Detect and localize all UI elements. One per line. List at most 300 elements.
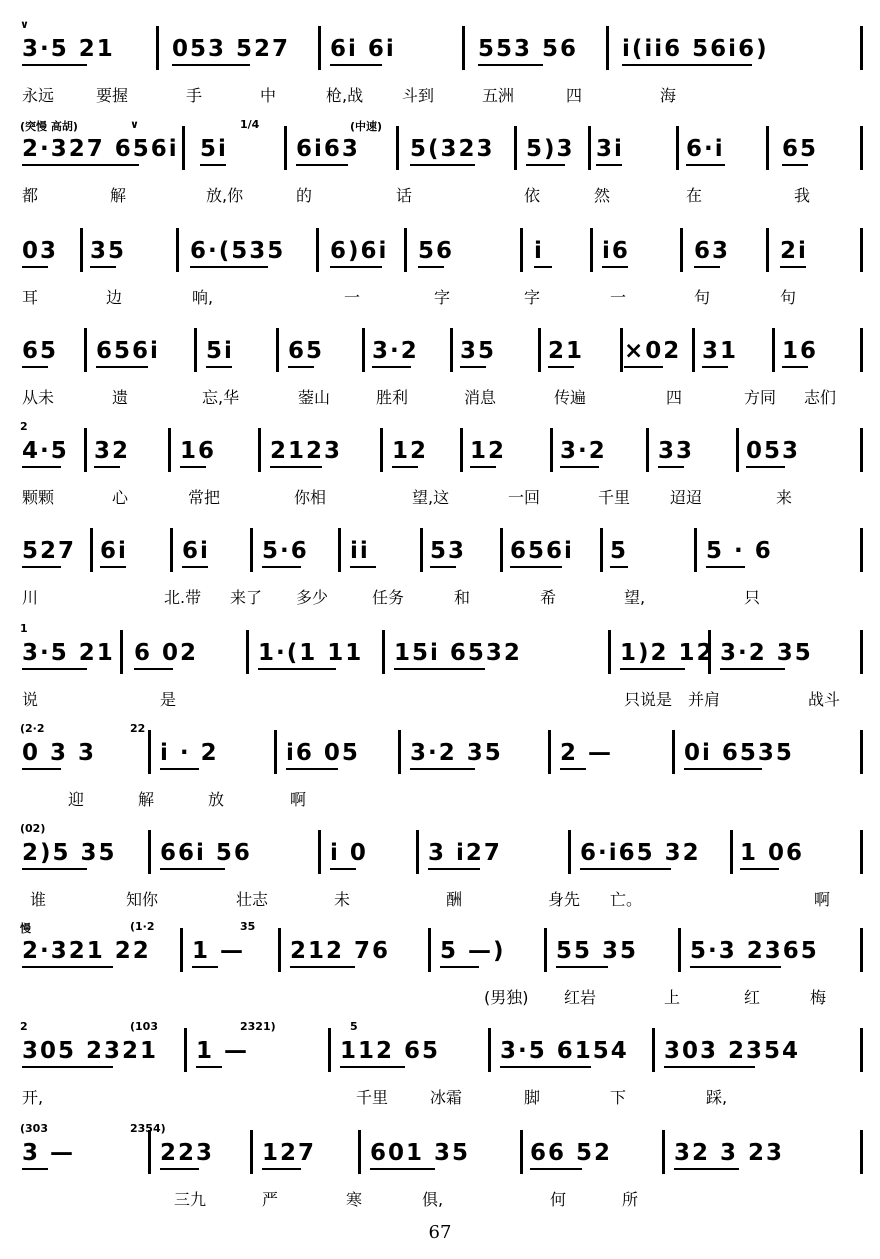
lyric-syllable: 壮志 xyxy=(236,890,269,909)
lyric-syllable: 红岩 xyxy=(564,988,597,1007)
beam-underline xyxy=(560,466,599,468)
barline xyxy=(184,1028,187,1072)
barline xyxy=(416,830,419,874)
lyric-syllable: 五洲 xyxy=(482,86,515,105)
score-annotation: 2 xyxy=(20,420,28,433)
measure-notes: 12 xyxy=(470,438,507,464)
barline xyxy=(460,428,463,472)
lyric-syllable: 开, xyxy=(22,1088,44,1107)
barline xyxy=(652,1028,655,1072)
barline xyxy=(662,1130,665,1174)
lyric-syllable: 啊 xyxy=(814,890,831,909)
measure-notes: 55 35 xyxy=(556,938,639,964)
lyric-syllable: 脚 xyxy=(524,1088,541,1107)
barline xyxy=(148,730,151,774)
barline xyxy=(316,228,319,272)
barline xyxy=(250,528,253,572)
beam-underline xyxy=(694,266,720,268)
score-annotation: 5 xyxy=(350,1020,358,1033)
measure-notes: 527 xyxy=(22,538,77,564)
lyric-syllable: 蓥山 xyxy=(298,388,331,407)
beam-underline xyxy=(430,566,456,568)
beam-underline xyxy=(96,366,148,368)
beam-underline xyxy=(290,966,355,968)
measure-notes: 53 xyxy=(430,538,467,564)
barline xyxy=(84,328,87,372)
lyric-syllable: 解 xyxy=(138,790,155,809)
beam-underline xyxy=(410,768,475,770)
barline xyxy=(538,328,541,372)
measure-notes: 601 35 xyxy=(370,1140,471,1166)
lyric-syllable: 并肩 xyxy=(688,690,721,709)
beam-underline xyxy=(172,64,250,66)
lyric-syllable: 北.带 xyxy=(164,588,202,607)
lyric-syllable: 望, xyxy=(624,588,646,607)
beam-underline xyxy=(134,668,173,670)
barline xyxy=(80,228,83,272)
lyric-syllable: 只说是 xyxy=(624,690,673,709)
measure-notes: 66i 56 xyxy=(160,840,252,866)
lyric-syllable: 永远 xyxy=(22,86,55,105)
measure-notes: 6·(535 xyxy=(190,238,286,264)
measure-notes: 33 xyxy=(658,438,695,464)
barline xyxy=(520,228,523,272)
beam-underline xyxy=(392,466,418,468)
measure-notes: 6i63 xyxy=(296,136,360,162)
measure-notes: ii xyxy=(350,538,370,564)
measure-notes: 1 — xyxy=(192,938,246,964)
lyric-syllable: 战斗 xyxy=(808,690,841,709)
beam-underline xyxy=(288,366,314,368)
beam-underline xyxy=(296,164,348,166)
barline xyxy=(860,1028,863,1072)
measure-notes: 656i xyxy=(510,538,574,564)
beam-underline xyxy=(460,366,486,368)
score-system xyxy=(0,320,880,420)
measure-notes: 15i 6532 xyxy=(394,640,522,666)
barline xyxy=(550,428,553,472)
barline xyxy=(148,1130,151,1174)
barline xyxy=(358,1130,361,1174)
measure-notes: 223 xyxy=(160,1140,215,1166)
beam-underline xyxy=(200,164,226,166)
lyric-syllable: 身先 xyxy=(548,890,581,909)
beam-underline xyxy=(22,366,48,368)
measure-notes: 3 — xyxy=(22,1140,76,1166)
barline xyxy=(500,528,503,572)
measure-notes: 6i xyxy=(182,538,210,564)
beam-underline xyxy=(706,566,745,568)
beam-underline xyxy=(270,466,322,468)
beam-underline xyxy=(262,566,301,568)
beam-underline xyxy=(372,366,411,368)
lyric-syllable: 上 xyxy=(664,988,681,1007)
score-annotation: 22 xyxy=(130,722,146,735)
beam-underline xyxy=(428,868,480,870)
beam-underline xyxy=(556,966,608,968)
measure-notes: 2·327 656i xyxy=(22,136,179,162)
score-annotation: (02) xyxy=(20,822,46,835)
lyric-syllable: 知你 xyxy=(126,890,159,909)
beam-underline xyxy=(94,466,120,468)
barline xyxy=(488,1028,491,1072)
barline xyxy=(860,328,863,372)
barline xyxy=(646,428,649,472)
barline xyxy=(258,428,261,472)
barline xyxy=(156,26,159,70)
measure-notes: i 0 xyxy=(330,840,368,866)
barline xyxy=(276,328,279,372)
barline xyxy=(860,830,863,874)
lyric-syllable: 忘,华 xyxy=(202,388,240,407)
measure-notes: 5)3 xyxy=(526,136,575,162)
lyric-syllable: 和 xyxy=(454,588,471,607)
barline xyxy=(736,428,739,472)
beam-underline xyxy=(470,466,496,468)
lyric-syllable: 的 xyxy=(296,186,313,205)
lyric-syllable: 常把 xyxy=(188,488,221,507)
beam-underline xyxy=(690,966,781,968)
measure-notes: 5·6 xyxy=(262,538,309,564)
barline xyxy=(90,528,93,572)
measure-notes: 053 xyxy=(746,438,801,464)
measure-notes: 5 —) xyxy=(440,938,506,964)
barline xyxy=(860,26,863,70)
beam-underline xyxy=(658,466,684,468)
score-system xyxy=(0,220,880,320)
measure-notes: 03 xyxy=(22,238,59,264)
barline xyxy=(548,730,551,774)
score-annotation: ∨ xyxy=(130,118,139,131)
beam-underline xyxy=(664,1066,755,1068)
beam-underline xyxy=(330,266,382,268)
barline xyxy=(404,228,407,272)
barline xyxy=(568,830,571,874)
barline xyxy=(608,630,611,674)
lyric-syllable: 任务 xyxy=(372,588,405,607)
measure-notes: 2123 xyxy=(270,438,343,464)
lyric-syllable: 要握 xyxy=(96,86,129,105)
measure-notes: i6 xyxy=(602,238,630,264)
barline xyxy=(170,528,173,572)
lyric-syllable: (男独) xyxy=(484,988,529,1007)
lyric-syllable: 胜利 xyxy=(376,388,409,407)
lyric-syllable: 颗颗 xyxy=(22,488,55,507)
lyric-syllable: 踩, xyxy=(706,1088,728,1107)
lyric-syllable: 所 xyxy=(622,1190,639,1209)
beam-underline xyxy=(22,1066,113,1068)
measure-notes: 303 2354 xyxy=(664,1038,801,1064)
measure-notes: 21 xyxy=(548,338,585,364)
lyric-syllable: 谁 xyxy=(30,890,47,909)
barline xyxy=(396,126,399,170)
lyric-syllable: 千里 xyxy=(598,488,631,507)
beam-underline xyxy=(500,1066,591,1068)
lyric-syllable: 迎 xyxy=(68,790,85,809)
measure-notes: 3·2 xyxy=(560,438,607,464)
lyric-syllable: 你相 xyxy=(294,488,327,507)
beam-underline xyxy=(370,1168,435,1170)
measure-notes: 6)6i xyxy=(330,238,389,264)
measure-notes: 5 xyxy=(610,538,629,564)
barline xyxy=(860,428,863,472)
measure-notes: 65 xyxy=(288,338,325,364)
measure-notes: 305 2321 xyxy=(22,1038,159,1064)
barline xyxy=(168,428,171,472)
beam-underline xyxy=(22,768,61,770)
beam-underline xyxy=(22,64,87,66)
lyric-syllable: 只 xyxy=(744,588,761,607)
barline xyxy=(680,228,683,272)
beam-underline xyxy=(596,164,622,166)
lyric-syllable: 三九 xyxy=(174,1190,207,1209)
lyric-syllable: 冰霜 xyxy=(430,1088,463,1107)
barline xyxy=(672,730,675,774)
measure-notes: 56 xyxy=(418,238,455,264)
lyric-syllable: 解 xyxy=(110,186,127,205)
score-annotation: ∨ xyxy=(20,18,29,31)
lyric-syllable: 放,你 xyxy=(206,186,244,205)
lyric-syllable: 都 xyxy=(22,186,39,205)
measure-notes: 32 3 23 xyxy=(674,1140,785,1166)
beam-underline xyxy=(160,1168,199,1170)
barline xyxy=(766,228,769,272)
measure-notes: 1 — xyxy=(196,1038,250,1064)
barline xyxy=(772,328,775,372)
lyric-syllable: 传遍 xyxy=(554,388,587,407)
score-annotation: 1 xyxy=(20,622,28,635)
lyric-syllable: 迢迢 xyxy=(670,488,703,507)
score-system xyxy=(0,822,880,922)
measure-notes: 3i xyxy=(596,136,624,162)
lyric-syllable: 方同 xyxy=(744,388,777,407)
measure-notes: 31 xyxy=(702,338,739,364)
beam-underline xyxy=(624,366,663,368)
barline xyxy=(520,1130,523,1174)
lyric-syllable: 是 xyxy=(160,690,177,709)
score-system xyxy=(0,18,880,118)
beam-underline xyxy=(206,366,232,368)
barline xyxy=(606,26,609,70)
barline xyxy=(694,528,697,572)
beam-underline xyxy=(684,768,762,770)
beam-underline xyxy=(622,64,752,66)
measure-notes: 32 xyxy=(94,438,131,464)
measure-notes: 2i xyxy=(780,238,808,264)
lyric-syllable: 四 xyxy=(666,388,683,407)
beam-underline xyxy=(22,266,48,268)
lyric-syllable: 响, xyxy=(192,288,214,307)
beam-underline xyxy=(580,868,671,870)
measure-notes: 6·i xyxy=(686,136,725,162)
lyric-syllable: 遗 xyxy=(112,388,129,407)
beam-underline xyxy=(418,266,444,268)
barline xyxy=(860,730,863,774)
lyric-syllable: 酬 xyxy=(446,890,463,909)
beam-underline xyxy=(22,868,87,870)
barline xyxy=(382,630,385,674)
score-system xyxy=(0,1122,880,1222)
measure-notes: 553 56 xyxy=(478,36,579,62)
lyric-syllable: 一回 xyxy=(508,488,541,507)
beam-underline xyxy=(440,966,479,968)
measure-notes: 66 52 xyxy=(530,1140,613,1166)
measure-notes: 5i xyxy=(200,136,228,162)
lyric-syllable: 严 xyxy=(262,1190,279,1209)
beam-underline xyxy=(340,1066,405,1068)
beam-underline xyxy=(330,868,356,870)
lyric-syllable: 从未 xyxy=(22,388,55,407)
score-annotation: 2321) xyxy=(240,1020,276,1033)
beam-underline xyxy=(620,668,685,670)
measure-notes: 1 06 xyxy=(740,840,805,866)
barline xyxy=(274,730,277,774)
barline xyxy=(338,528,341,572)
beam-underline xyxy=(160,868,225,870)
beam-underline xyxy=(180,466,206,468)
barline xyxy=(380,428,383,472)
lyric-syllable: 然 xyxy=(594,186,611,205)
beam-underline xyxy=(192,966,218,968)
lyric-syllable: 希 xyxy=(540,588,557,607)
measure-notes: 2 — xyxy=(560,740,614,766)
beam-underline xyxy=(610,566,628,568)
lyric-syllable: 句 xyxy=(694,288,711,307)
score-system xyxy=(0,118,880,218)
measure-notes: 63 xyxy=(694,238,731,264)
barline xyxy=(362,328,365,372)
measure-notes: 65 xyxy=(782,136,819,162)
score-system xyxy=(0,520,880,620)
measure-notes: i(ii6 56i6) xyxy=(622,36,769,62)
score-system xyxy=(0,622,880,722)
barline xyxy=(420,528,423,572)
barline xyxy=(514,126,517,170)
barline xyxy=(860,1130,863,1174)
barline xyxy=(588,126,591,170)
beam-underline xyxy=(548,366,574,368)
lyric-syllable: 字 xyxy=(524,288,541,307)
measure-notes: 0i 6535 xyxy=(684,740,794,766)
lyric-syllable: 未 xyxy=(334,890,351,909)
score-annotation: 2354) xyxy=(130,1122,166,1135)
measure-notes: 16 xyxy=(180,438,217,464)
measure-notes: 2·321 22 xyxy=(22,938,151,964)
lyric-syllable: 千里 xyxy=(356,1088,389,1107)
measure-notes: 6i 6i xyxy=(330,36,396,62)
beam-underline xyxy=(686,164,725,166)
measure-notes: 3·5 21 xyxy=(22,36,115,62)
beam-underline xyxy=(22,1168,48,1170)
barline xyxy=(590,228,593,272)
beam-underline xyxy=(720,668,785,670)
beam-underline xyxy=(702,366,728,368)
lyric-syllable: 一 xyxy=(344,288,361,307)
measure-notes: 35 xyxy=(90,238,127,264)
barline xyxy=(462,26,465,70)
measure-notes: 5 · 6 xyxy=(706,538,773,564)
barline xyxy=(284,126,287,170)
score-system xyxy=(0,1020,880,1120)
lyric-syllable: 望,这 xyxy=(412,488,450,507)
lyric-syllable: 梅 xyxy=(810,988,827,1007)
beam-underline xyxy=(22,966,113,968)
lyric-syllable: 啊 xyxy=(290,790,307,809)
measure-notes: 053 527 xyxy=(172,36,291,62)
measure-notes: i xyxy=(534,238,544,264)
barline xyxy=(176,228,179,272)
barline xyxy=(676,126,679,170)
beam-underline xyxy=(410,164,475,166)
measure-notes: 6 02 xyxy=(134,640,199,666)
barline xyxy=(328,1028,331,1072)
beam-underline xyxy=(510,566,562,568)
barline xyxy=(278,928,281,972)
barline xyxy=(318,26,321,70)
beam-underline xyxy=(782,366,808,368)
beam-underline xyxy=(100,566,126,568)
measure-notes: 65 xyxy=(22,338,59,364)
barline xyxy=(450,328,453,372)
lyric-syllable: 何 xyxy=(550,1190,567,1209)
score-annotation: (中速) xyxy=(350,120,383,133)
lyric-syllable: 一 xyxy=(610,288,627,307)
barline xyxy=(860,228,863,272)
score-system xyxy=(0,920,880,1020)
score-annotation: (1·2 xyxy=(130,920,155,933)
lyric-syllable: 红 xyxy=(744,988,761,1007)
barline xyxy=(194,328,197,372)
beam-underline xyxy=(526,164,565,166)
barline xyxy=(860,928,863,972)
beam-underline xyxy=(190,266,268,268)
lyric-syllable: 来了 xyxy=(230,588,263,607)
lyric-syllable: 心 xyxy=(112,488,129,507)
beam-underline xyxy=(478,64,543,66)
measure-notes: 4·5 xyxy=(22,438,69,464)
measure-notes: 1·(1 11 xyxy=(258,640,364,666)
lyric-syllable: 亡。 xyxy=(610,890,643,909)
barline xyxy=(148,830,151,874)
score-annotation: (303 xyxy=(20,1122,48,1135)
lyric-syllable: 在 xyxy=(686,186,703,205)
measure-notes: 2)5 35 xyxy=(22,840,117,866)
beam-underline xyxy=(560,768,586,770)
beam-underline xyxy=(262,1168,301,1170)
measure-notes: 1)2 12 xyxy=(620,640,715,666)
beam-underline xyxy=(740,868,779,870)
beam-underline xyxy=(330,64,382,66)
beam-underline xyxy=(22,466,61,468)
barline xyxy=(246,630,249,674)
barline xyxy=(678,928,681,972)
measure-notes: 3·5 21 xyxy=(22,640,115,666)
barline xyxy=(250,1130,253,1174)
lyric-syllable: 句 xyxy=(780,288,797,307)
measure-notes: 0 3 3 xyxy=(22,740,97,766)
lyric-syllable: 志们 xyxy=(804,388,837,407)
beam-underline xyxy=(534,266,552,268)
beam-underline xyxy=(746,466,785,468)
lyric-syllable: 来 xyxy=(776,488,793,507)
measure-notes: 3·2 35 xyxy=(720,640,813,666)
barline xyxy=(544,928,547,972)
lyric-syllable: 消息 xyxy=(464,388,497,407)
measure-notes: 12 xyxy=(392,438,429,464)
beam-underline xyxy=(22,566,61,568)
barline xyxy=(84,428,87,472)
beam-underline xyxy=(90,266,116,268)
